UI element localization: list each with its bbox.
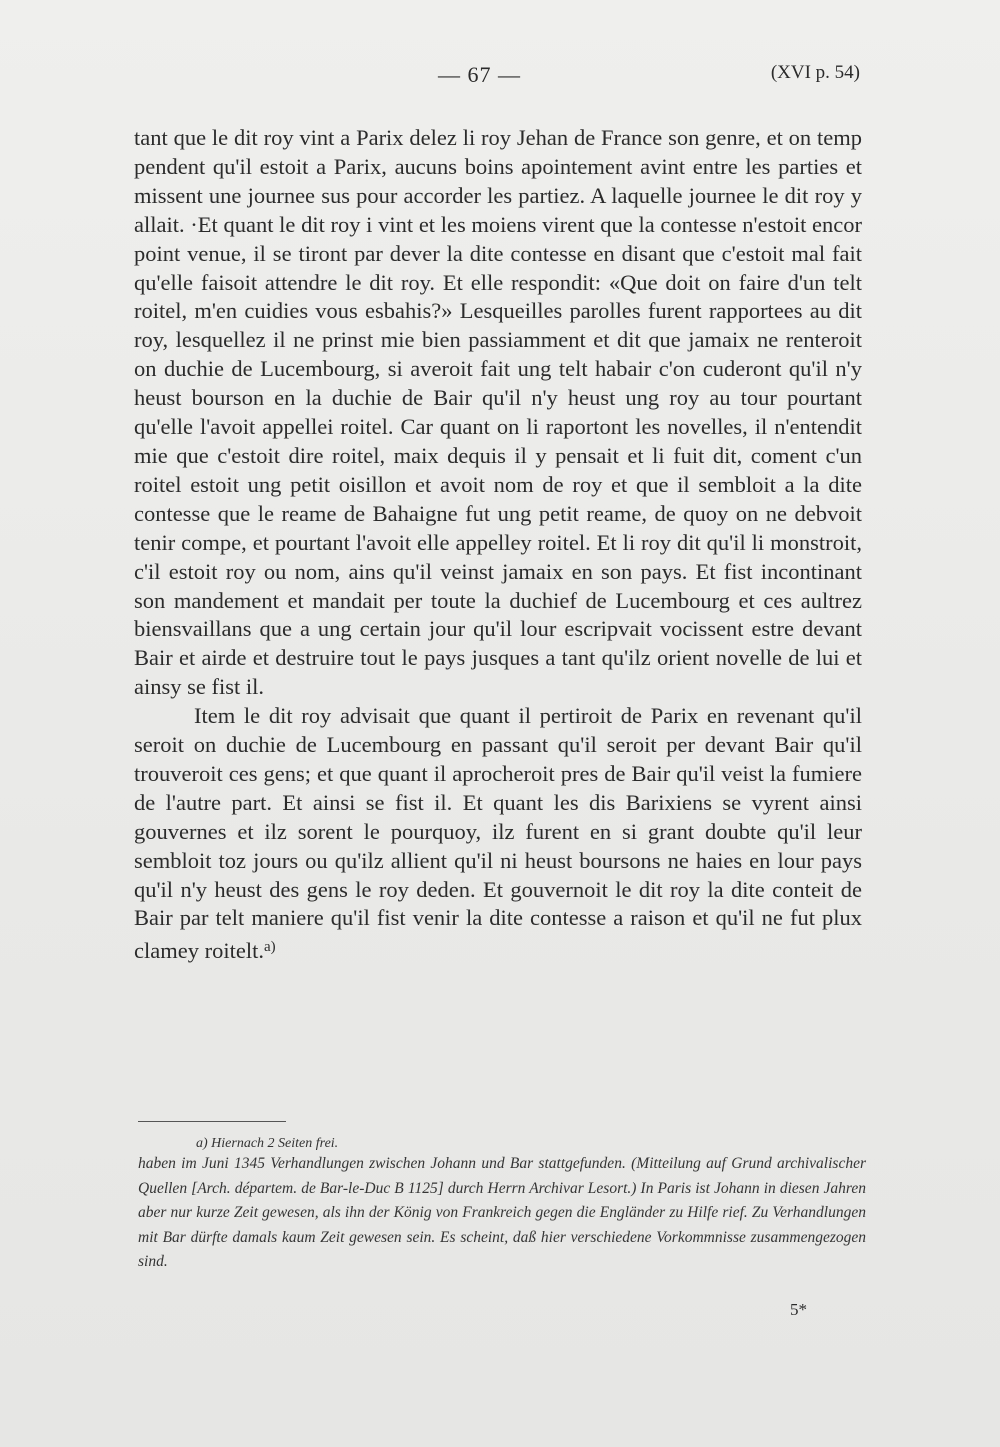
paragraph-2 <box>134 702 862 966</box>
page-header <box>0 62 1000 94</box>
page-number: — 67 — <box>438 62 521 87</box>
paragraph-2-text: Item le dit roy advisait que quant il pertiroit de Parix en revenant qu'il seroit on duchie de Lucembourg en passant qu'il seroit per devant Bair qu'il trouveroit ces gens; et que quant il aprocheroit pres de Bair qu'il veist la fumiere de l'autre part. Et ainsi se fist il. Et quant les dis Barixiens se vyrent ainsi gouvernes et ilz sorent le pourquoy, ilz furent en si grant doubte qu'il leur sembloit toz jours ou qu'ilz allient qu'il ni heust boursons ne haies en lour pays qu'il n'y heust des gens le roy deden. Et gouvernoit le dit roy la dite conteit de Bair par telt maniere qu'il fist venir la dite contesse a raison et qu'il ne fut plux clamey roitelt. <box>134 703 862 964</box>
footnote-divider <box>138 1121 286 1122</box>
footnote-text: haben im Juni 1345 Verhandlungen zwischen Johann und Bar stattgefunden. (Mitteilung auf Grund archivalischer Quellen [Arch. départem. de Bar-le-Duc B 1125] durch Herrn Archivar Lesort.) In Paris ist Johann in diesen Jahren aber nur kurze Zeit gewesen, als ihn der König von Frankreich gegen die Engländer zu Hilfe rief. Zu Verhandlungen mit Bar dürfte damals kaum Zeit gewesen sein. Es scheint, daß hier verschiedene Vorkommnisse zusammengezogen sind. <box>138 1155 866 1270</box>
page-reference: (XVI p. 54) <box>770 62 860 83</box>
paragraph-1: tant que le dit roy vint a Parix delez li roy Jehan de France son genre, et on temp pendent qu'il estoit a Parix, aucuns boins apointement avint entre les parties et missent une journee sus pour accorder les partiez. A laquelle journee le dit roy y allait. ·Et quant le dit roy i vint et les moiens virent que la contesse n'estoit encor point venue, il se tiront par dever la dite contesse en disant que c'estoit mal fait qu'elle faisoit attendre le dit roy. Et elle respondit: «Que doit on faire d'un telt roitel, m'en cuidies vous esbahis?» Lesqueilles parolles furent rapportees au dit roy, lesquellez il ne prinst mie bien passiamment et dit que jamaix ne renteroit on duchie de Lucembourg, si averoit fait ung telt habair c'on cuderont qu'il n'y heust bourson en la duchie de Bair qu'il n'y heust ung roy au tour pourtant qu'elle l'avoit appellei roitel. Car quant on li raportont les novelles, il n'entendit mie que c'estoit dire roitel, maix dequis il y pensait et li fuit dit, coment c'un roitel estoit ung petit oisillon et avoit nom de roy et que il sembloit a la dite contesse que le reame de Bahaigne fut ung petit reame, de quoy on ne debvoit tenir compe, et pourtant l'avoit elle appelley roitel. Et li roy dit qu'il li monstroit, c'il estoit roy ou nom, ains qu'il veinst jamaix en son pays. Et fist incontinant son mandement et mandait per toute la duchief de Lucembourg et ces aultrez biensvaillans que a ung certain jour qu'il lour escripvait vocissent estre devant Bair et airde et destruire tout le pays jusques a tant qu'ilz orient novelle de lui et ainsy se fist il. <box>134 125 862 700</box>
footnote-marker-a: a) <box>263 939 276 956</box>
main-text <box>134 124 862 966</box>
sheet-signature-mark: 5* <box>790 1300 807 1319</box>
footnote-a: a) Hiernach 2 Seiten frei. <box>196 1136 339 1151</box>
